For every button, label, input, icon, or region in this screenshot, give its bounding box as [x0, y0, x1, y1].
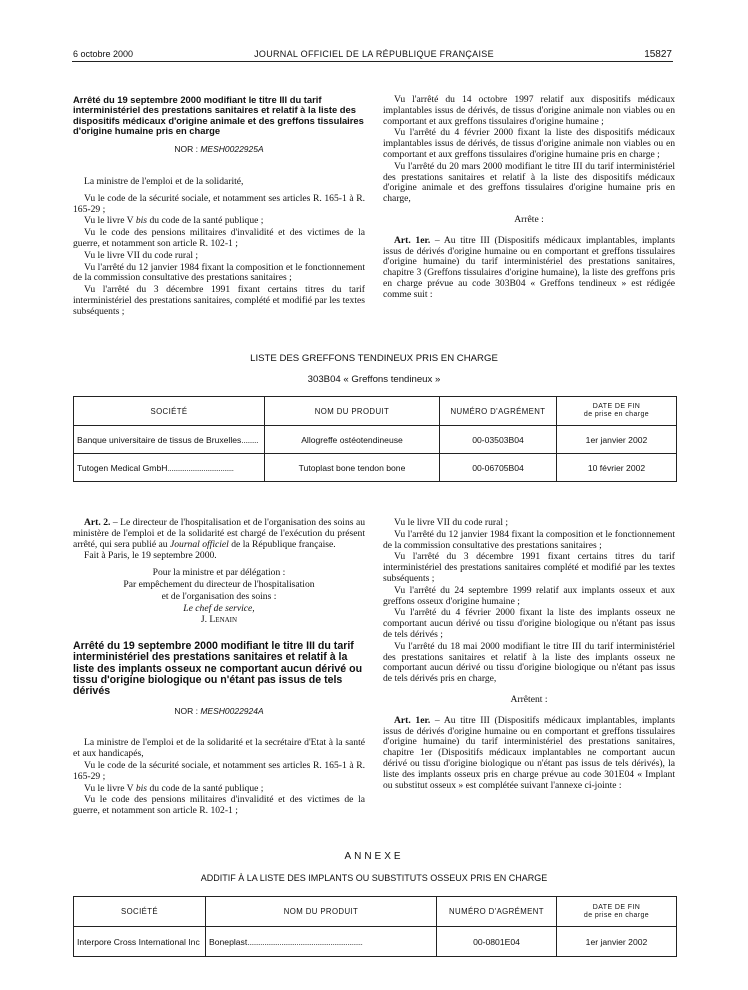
annexe-title: ANNEXE	[344, 851, 404, 862]
signature-line-1: Pour la ministre et par délégation :	[152, 567, 286, 579]
arrete1-title: Arrêté du 19 septembre 2000 modifiant le titre III du tarif interministériel des prestations sanitaires et relatif à la liste des dispositifs médicaux d'origine animale et des greffons tissulaires d'origine humaine pris en charge	[73, 94, 364, 136]
annexe-subtitle: ADDITIF À LA LISTE DES IMPLANTS OU SUBSTITUTS OSSEUX PRIS EN CHARGE	[200, 873, 548, 883]
col-header-numero-agrement: NUMÉRO D'AGRÉMENT	[440, 397, 557, 426]
arrete1-vu-3: Vu le code des pensions militaires d'invalidité et des victimes de la guerre, et notamment son article R. 102-1 ;	[73, 227, 365, 249]
arrete1-vu-2: Vu le livre V bis du code de la santé publique ;	[84, 215, 264, 227]
arrete1-vu-8: Vu l'arrêté du 4 février 2000 fixant la liste des dispositifs médicaux implantables issus de dérivés, de tissus d'origine animale non viables ou en comportant et aux greffons tissulaires d'origine humaine pris en charge ;	[383, 127, 675, 160]
table-cell-agrement: 00-06705B04	[440, 454, 557, 482]
arrete2-left-column	[73, 518, 365, 818]
header-journal-title: JOURNAL OFFICIEL DE LA RÉPUBLIQUE FRANÇAISE	[254, 49, 494, 59]
col-header-numero-agrement: NUMÉRO D'AGRÉMENT	[437, 897, 557, 927]
table-row	[74, 426, 677, 454]
arrete2-arretent: Arrêtent :	[510, 693, 548, 705]
arrete1-article-1: Art. 1er. – Au titre III (Dispositifs médicaux implantables, implants issus de dérivés d'origine humaine ou en comportant et greffons tissulaires d'origine humaine) du tarif interministériel des prestations sanitaires, chapitre 3 (Greffons tissulaires d'origine humaine), la liste des greffons pris en charge prévue au code 303B04 « Greffons tendineux » est rédigée comme suit :	[383, 234, 675, 300]
table-cell-date: 1er janvier 2002	[557, 426, 677, 454]
arrete1-arrete: Arrête :	[514, 213, 544, 225]
arrete1-left-column	[73, 95, 365, 319]
signature-name: J. Lenain	[200, 614, 238, 626]
signature-line-4: Le chef de service,	[183, 602, 255, 614]
table-cell-agrement: 00-03503B04	[440, 426, 557, 454]
fait-a-paris: Fait à Paris, le 19 septembre 2000.	[84, 550, 217, 562]
signature-line-3: et de l'organisation des soins :	[161, 590, 277, 602]
col-header-nom-produit: NOM DU PRODUIT	[206, 897, 437, 927]
table-header-row	[74, 897, 677, 927]
table1-subtitle: 303B04 « Greffons tendineux »	[307, 374, 441, 385]
table1-title: LISTE DES GREFFONS TENDINEUX PRIS EN CHARGE	[250, 353, 498, 364]
article-2: Art. 2. – Le directeur de l'hospitalisation et de l'organisation des soins au ministère de l'emploi et de la solidarité est chargé de l'exécution du présent arrêté, qui sera publié au Journal officiel de la République française.	[73, 517, 366, 550]
arrete2-nor: NOR : MESH0022924A	[174, 705, 264, 716]
arrete2-vu-1: Vu le code de la sécurité sociale, et notamment ses articles R. 165-1 à R. 165-29 ;	[73, 760, 365, 782]
arrete2-article-1: Art. 1er. – Au titre III (Dispositifs médicaux implantables, implants issus de dérivés d'origine humaine ou en comportant et greffons tissulaires d'origine humaine) du tarif interministériel des prestations sanitaires, chapitre 1er (Dispositifs médicaux implantables ne comportant aucun dérivé ou tissu d'origine biologique ou n'étant pas issus de tels dérivés), la liste des implants osseux pris en charge prévue au code 301E04 « Implant ou substitut osseux » est complétée suivant l'annexe ci-jointe :	[383, 714, 675, 791]
arrete1-minister: La ministre de l'emploi et de la solidarité,	[84, 175, 244, 187]
arrete2-vu-7: Vu l'arrêté du 24 septembre 1999 relatif aux implants osseux et aux greffons osseux d'origine humaine ;	[383, 584, 675, 607]
arrete2-vu-8: Vu l'arrêté du 4 février 2000 fixant la liste des implants osseux ne comportant aucun dérivé ou tissu d'origine biologique ou n'étant pas issus de tels dérivés ;	[383, 607, 675, 640]
table-row	[74, 454, 677, 482]
arrete2-vu-9: Vu l'arrêté du 18 mai 2000 modifiant le titre III du tarif interministériel des prestations sanitaires et relatif à la liste des implants osseux ne comportant aucun dérivé ou tissu d'origine biologique ou n'étant pas issus de tels dérivés pris en charge,	[383, 640, 675, 685]
arrete2-vu-4: Vu le livre VII du code rural ;	[394, 517, 509, 528]
arrete1-vu-6: Vu l'arrêté du 3 décembre 1991 fixant certains titres du tarif interministériel des prestations sanitaires, complété et modifié par les textes subséquents ;	[73, 284, 365, 317]
arrete2-ministers: La ministre de l'emploi et de la solidarité et la secrétaire d'Etat à la santé et aux handicapés,	[73, 737, 365, 760]
arrete2-vu-3: Vu le code des pensions militaires d'invalidité et des victimes de la guerre, et notamment son article R. 102-1 ;	[73, 794, 365, 817]
arrete2-right-column	[383, 518, 675, 792]
col-header-societe: SOCIÉTÉ	[74, 397, 265, 426]
greffons-table	[73, 396, 677, 482]
col-header-date-fin: DATE DE FIN de prise en charge	[557, 897, 677, 927]
arrete1-vu-7: Vu l'arrêté du 14 octobre 1997 relatif aux dispositifs médicaux implantables issus de dérivés, de tissus d'origine animale non viables ou en comportant et aux greffons tissulaires d'origine humaine ;	[383, 94, 675, 127]
arrete1-vu-1: Vu le code de la sécurité sociale, et notamment ses articles R. 165-1 à R. 165-29 ;	[73, 192, 365, 215]
header-date: 6 octobre 2000	[73, 49, 134, 59]
arrete2-vu-5: Vu l'arrêté du 12 janvier 1984 fixant la composition et le fonctionnement de la commission consultative des prestations sanitaires ;	[383, 528, 675, 551]
implants-table	[73, 896, 677, 957]
col-header-date-fin: DATE DE FIN de prise en charge	[557, 397, 677, 426]
table-cell-societe: Banque universitaire de tissus de Bruxelles.........	[74, 426, 265, 454]
table-cell-date: 10 février 2002	[557, 454, 677, 482]
header-rule	[72, 61, 673, 62]
table-cell-produit: Boneplast.............................................................	[206, 927, 437, 957]
table-cell-produit: Tutoplast bone tendon bone	[265, 454, 440, 482]
table-header-row	[74, 397, 677, 426]
table-cell-agrement: 00-0801E04	[437, 927, 557, 957]
arrete1-vu-5: Vu l'arrêté du 12 janvier 1984 fixant la composition et le fonctionnement de la commission consultative des prestations sanitaires ;	[73, 261, 365, 284]
arrete2-vu-6: Vu l'arrêté du 3 décembre 1991 fixant certains titres du tarif interministériel des prestations sanitaires complété et modifié par les textes subséquents ;	[383, 551, 675, 584]
col-header-nom-produit: NOM DU PRODUIT	[265, 397, 440, 426]
arrete1-vu-4: Vu le livre VII du code rural ;	[84, 249, 199, 261]
arrete2-vu-2: Vu le livre V bis du code de la santé publique ;	[84, 782, 264, 794]
table-cell-societe: Tutogen Medical GmbH...................................	[74, 454, 265, 482]
col-header-societe: SOCIÉTÉ	[74, 897, 206, 927]
arrete1-nor: NOR : MESH0022925A	[174, 144, 264, 155]
table-cell-date: 1er janvier 2002	[557, 927, 677, 957]
arrete2-title: Arrêté du 19 septembre 2000 modifiant le titre III du tarif interministériel des prestations sanitaires et relatif à la liste des implants osseux ne comportant aucun dérivé ou tissu d'origine biologique ou n'étant pas issus de tels dérivés	[73, 640, 363, 698]
table-cell-produit: Allogreffe ostéotendineuse	[265, 426, 440, 454]
signature-line-2: Par empêchement du directeur de l'hospitalisation	[123, 578, 315, 590]
table-row	[74, 927, 677, 957]
arrete1-vu-9: Vu l'arrêté du 20 mars 2000 modifiant le titre III du tarif interministériel des prestations sanitaires et relatif à la liste des dispositifs médicaux d'origine animale et des greffons tissulaires d'origine humaine pris en charge,	[383, 160, 675, 205]
arrete1-right-column	[383, 95, 675, 302]
header-page-number: 15827	[644, 49, 672, 60]
table-cell-societe: Interpore Cross International Inc	[74, 927, 206, 957]
